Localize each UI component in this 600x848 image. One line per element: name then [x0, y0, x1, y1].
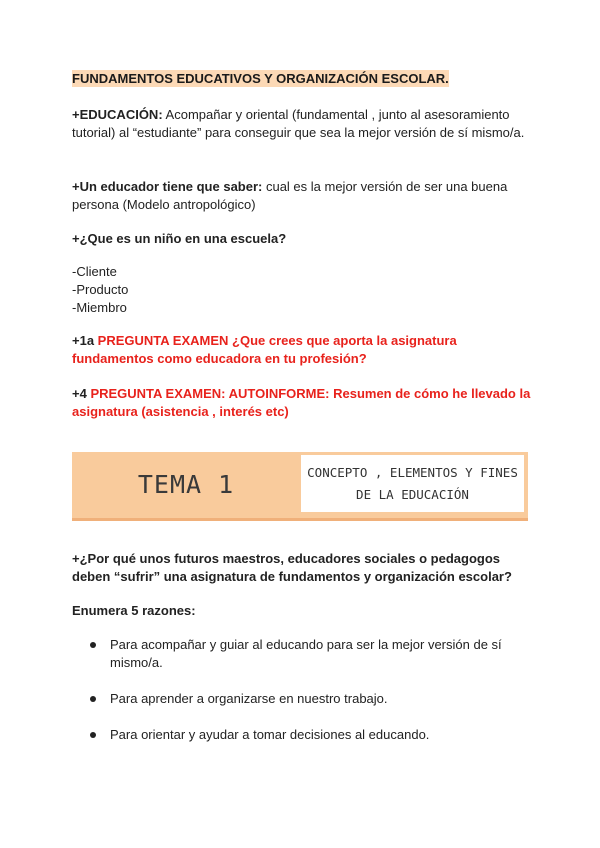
- bullet-icon: [90, 642, 96, 648]
- nino-question-text: +¿Que es un niño en una escuela?: [72, 231, 287, 246]
- list-item: [72, 690, 534, 708]
- exam-question-4-text: PREGUNTA EXAMEN: AUTOINFORME: Resumen de cómo he llevado la asignatura (asistencia , interés etc): [72, 386, 531, 419]
- nino-question: [72, 230, 534, 248]
- bullet-icon: [90, 732, 96, 738]
- list-item: [72, 636, 534, 672]
- document-title-block: [72, 70, 534, 88]
- exam-question-1-text: PREGUNTA EXAMEN ¿Que crees que aporta la asignatura fundamentos como educadora en tu profesión?: [72, 333, 457, 366]
- document-title: FUNDAMENTOS EDUCATIVOS Y ORGANIZACIÓN ESCOLAR.: [72, 71, 449, 86]
- razones-heading: [72, 602, 534, 620]
- educador-definition: [72, 178, 534, 214]
- exam-question-4-prefix: +4: [72, 386, 91, 401]
- tema-number: TEMA 1: [137, 470, 235, 499]
- educador-text: cual es la mejor versión de ser una buena persona (Modelo antropológico): [72, 179, 508, 212]
- nino-options-list: [72, 263, 534, 317]
- educacion-definition: [72, 106, 534, 142]
- razones-list: [72, 636, 534, 762]
- nino-option: -Miembro: [72, 300, 127, 315]
- educacion-label: +EDUCACIÓN:: [72, 107, 163, 122]
- nino-option: -Cliente: [72, 264, 117, 279]
- educacion-text: Acompañar y oriental (fundamental , junto al asesoramiento tutorial) al “estudiante” para conseguir que sea la mejor versión de sí mismo/a.: [72, 107, 525, 140]
- porque-question: [72, 550, 534, 586]
- razones-heading-text: Enumera 5 razones:: [72, 603, 196, 618]
- exam-question-1-prefix: +1a: [72, 333, 98, 348]
- list-item-text: Para aprender a organizarse en nuestro trabajo.: [110, 691, 388, 706]
- bullet-icon: [90, 696, 96, 702]
- nino-option: -Producto: [72, 282, 129, 297]
- tema-subtitle: CONCEPTO , ELEMENTOS Y FINES DE LA EDUCACIÓN: [301, 455, 524, 512]
- list-item-text: Para acompañar y guiar al educando para ser la mejor versión de sí mismo/a.: [110, 637, 502, 670]
- tema-banner: [72, 452, 528, 521]
- exam-question-4: [72, 385, 534, 421]
- list-item: [72, 726, 534, 744]
- list-item-text: Para orientar y ayudar a tomar decisiones al educando.: [110, 727, 430, 742]
- educador-label: +Un educador tiene que saber:: [72, 179, 263, 194]
- exam-question-1: [72, 332, 534, 368]
- porque-question-text: +¿Por qué unos futuros maestros, educadores sociales o pedagogos deben “sufrir” una asignatura de fundamentos y organización escolar?: [72, 551, 512, 584]
